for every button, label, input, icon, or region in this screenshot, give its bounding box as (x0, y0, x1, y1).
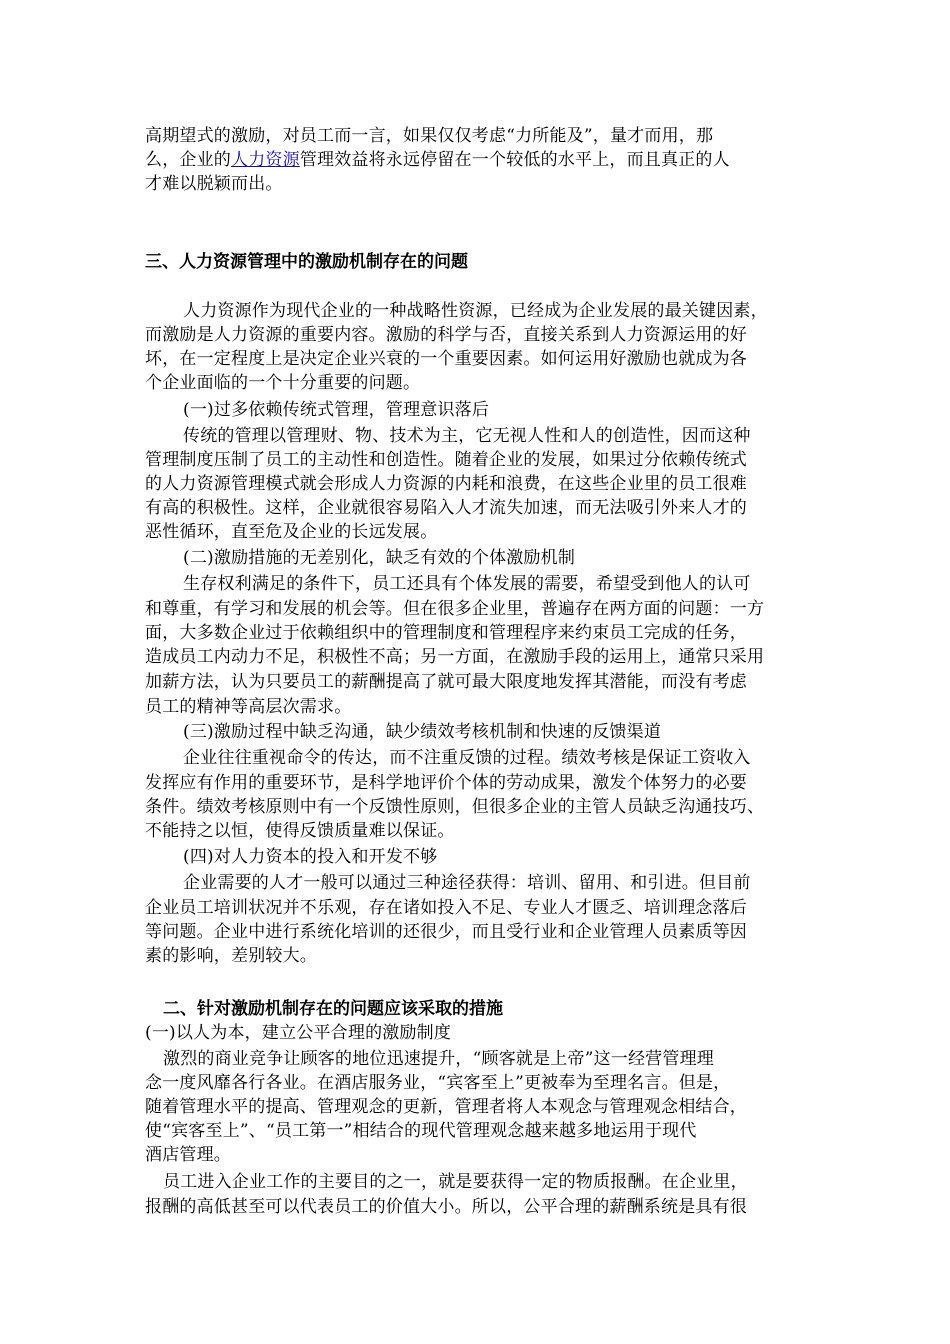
intro-line-2-post: 管理效益将永远停留在一个较低的水平上，而且真正的人 (299, 150, 730, 170)
s3-subheading-1: (一)过多依赖传统式管理，管理意识落后 (183, 400, 490, 420)
s2-para1-line: 酒店管理。 (145, 1145, 231, 1165)
s3-subheading-4: (四)对人力资本的投入和开发不够 (183, 847, 438, 867)
s2-para1-line: 使“宾客至上”、“员工第一”相结合的现代管理观念越来越多地运用于现代 (145, 1121, 697, 1141)
s3-sub4-line: 等问题。企业中进行系统化培训的还很少，而且受行业和企业管理人员素质等因 (145, 922, 747, 942)
s3-subheading-3: (三)激励过程中缺乏沟通，缺少绩效考核机制和快速的反馈渠道 (183, 722, 662, 742)
s2-para1-line: 激烈的商业竞争让顾客的地位迅速提升，“顾客就是上帝”这一经营管理理 (163, 1049, 714, 1069)
s2-para2-line: 报酬的高低甚至可以代表员工的价值大小。所以，公平合理的薪酬系统是具有很 (145, 1197, 747, 1217)
s3-sub1-line: 有高的积极性。这样，企业就很容易陷入人才流失加速，而无法吸引外来人才的 (145, 498, 747, 518)
s3-sub3-line: 发挥应有作用的重要环节，是科学地评价个体的劳动成果，激发个体努力的必要 (145, 773, 747, 793)
s3-sub2-line: 和尊重，有学习和发展的机会等。但在很多企业里，普遍存在两方面的问题：一方 (145, 599, 765, 619)
s2-para2-line: 员工进入企业工作的主要目的之一，就是要获得一定的物质报酬。在企业里， (163, 1172, 748, 1192)
s3-sub1-line: 的人力资源管理模式就会形成人力资源的内耗和浪费，在这些企业里的员工很难 (145, 474, 747, 494)
intro-line-1: 高期望式的激励，对员工而一言，如果仅仅考虑“力所能及”，量才而用，那 (145, 126, 714, 146)
s3-sub4-line: 素的影响，差别较大。 (145, 946, 317, 966)
s3-sub1-line: 恶性循环，直至危及企业的长远发展。 (145, 522, 438, 542)
s3-sub4-line: 企业员工培训状况并不乐观，存在诸如投入不足、专业人才匮乏、培训理念落后 (145, 898, 747, 918)
s3-para1-line: 个企业面临的一个十分重要的问题。 (145, 373, 421, 393)
s3-sub3-line: 企业往往重视命令的传达，而不注重反馈的过程。绩效考核是保证工资收入 (183, 748, 751, 768)
s2-subheading-1: (一)以人为本，建立公平合理的激励制度 (145, 1023, 452, 1043)
s3-para1-line: 人力资源作为现代企业的一种战略性资源，已经成为企业发展的最关键因素， (183, 301, 768, 321)
intro-line-3: 才难以脱颖而出。 (145, 174, 283, 194)
section-2-heading: 二、针对激励机制存在的问题应该采取的措施 (163, 999, 503, 1019)
s3-sub2-line: 生存权利满足的条件下，员工还具有个体发展的需要，希望受到他人的认可 (183, 574, 751, 594)
s2-para1-line: 念一度风靡各行各业。在酒店服务业，“宾客至上”更被奉为至理名言。但是， (145, 1073, 731, 1093)
human-resources-link[interactable]: 人力资源 (231, 150, 300, 170)
s3-sub1-line: 传统的管理以管理财、物、技术为主，它无视人性和人的创造性，因而这种 (183, 426, 751, 446)
s3-sub1-line: 管理制度压制了员工的主动性和创造性。随着企业的发展，如果过分依赖传统式 (145, 450, 747, 470)
section-3-heading: 三、人力资源管理中的激励机制存在的问题 (145, 252, 468, 272)
s3-sub3-line: 不能持之以恒，使得反馈质量难以保证。 (145, 821, 455, 841)
s3-para1-line: 坏，在一定程度上是决定企业兴衰的一个重要因素。如何运用好激励也就成为各 (145, 349, 747, 369)
s3-sub4-line: 企业需要的人才一般可以通过三种途径获得：培训、留用、和引进。但目前 (183, 873, 751, 893)
s3-subheading-2: (二)激励措施的无差别化，缺乏有效的个体激励机制 (183, 548, 576, 568)
intro-line-2-pre: 么，企业的 (145, 150, 231, 170)
s3-sub2-line: 加薪方法，认为只要员工的薪酬提高了就可最大限度地发挥其潜能，而没有考虑 (145, 672, 747, 692)
s3-sub2-line: 面，大多数企业过于依赖组织中的管理制度和管理程序来约束员工完成的任务， (145, 623, 747, 643)
s3-sub3-line: 条件。绩效考核原则中有一个反馈性原则，但很多企业的主管人员缺乏沟通技巧、 (145, 797, 765, 817)
intro-line-2 (145, 148, 730, 172)
s3-sub2-line: 造成员工内动力不足，积极性不高；另一方面，在激励手段的运用上，通常只采用 (145, 647, 765, 667)
s3-para1-line: 而激励是人力资源的重要内容。激励的科学与否，直接关系到人力资源运用的好 (145, 325, 747, 345)
s3-sub2-line: 员工的精神等高层次需求。 (145, 697, 352, 717)
s2-para1-line: 随着管理水平的提高、管理观念的更新，管理者将人本观念与管理观念相结合， (145, 1097, 747, 1117)
